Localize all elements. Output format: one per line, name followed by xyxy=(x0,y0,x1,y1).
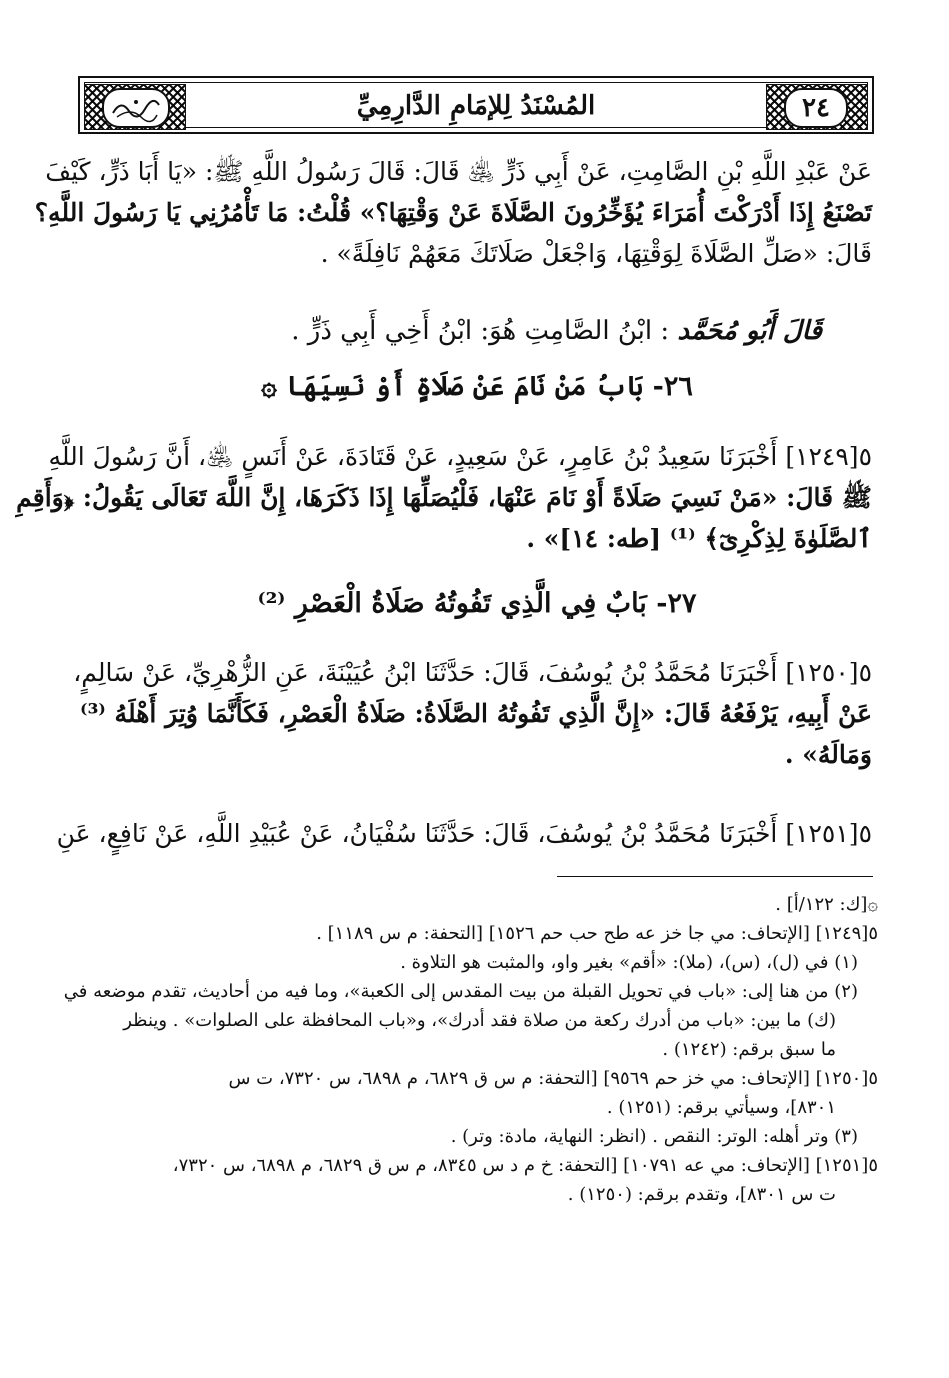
footnote-line: ت س ٨٣٠١]، وتقدم برقم: (١٢٥٠) . xyxy=(567,1184,836,1205)
footnote-line: ما سبق برقم: (١٢٤٢) . xyxy=(662,1039,836,1060)
footnotes xyxy=(63,890,878,1209)
calligraphy-seal-icon xyxy=(107,93,165,123)
text-line: تَصْنَعُ إِذَا أَدْرَكْتَ أُمَرَاءَ يُؤَخِّرُونَ الصَّلَاةَ عَنْ وَقْتِهَا؟» قُلْتُ: مَا تَأْمُرُنِي يَا رَسُولَ اللَّهِ؟ xyxy=(34,198,872,227)
footnote-line: ٨٣٠١]، وسيأتي برقم: (١٢٥١) . xyxy=(606,1097,836,1118)
hadith-1251 xyxy=(56,813,872,854)
author-note-text: : ابْنُ الصَّامِتِ هُوَ: ابْنُ أَخِي أَبِي ذَرٍّ . xyxy=(291,316,670,346)
footnote-line: ٥[١٢٤٩] [الإتحاف: مي جا خز عه طح حب حم ١٥٢٦] [التحفة: م س ١١٨٩] . xyxy=(316,923,878,944)
text-line: ٱلصَّلَوٰةَ لِذِكْرِىٓ﴾ ⁽¹⁾ [طه: ١٤]» . xyxy=(526,524,872,553)
text-line: وَمَالَهُ» . xyxy=(784,740,872,769)
text-line: ٥[١٢٤٩] أَخْبَرَنَا سَعِيدُ بْنُ عَامِرٍ، عَنْ سَعِيدٍ، عَنْ قَتَادَةَ، عَنْ أَنَسٍ ﵁، أَنَّ رَسُولَ اللَّهِ xyxy=(48,442,872,471)
running-title: المُسْنَدُ لِلإمَامِ الدَّارِمِيِّ xyxy=(356,91,596,121)
text-line: ٥[١٢٥٠] أَخْبَرَنَا مُحَمَّدُ بْنُ يُوسُفَ، قَالَ: حَدَّثَنَا ابْنُ عُيَيْنَةَ، عَنِ الزُّهْرِيِّ، عَنْ سَالِمٍ، xyxy=(73,658,872,687)
footnote-divider xyxy=(557,876,873,877)
footnote-line: (٢) من هنا إلى: «باب في تحويل القبلة من بيت المقدس إلى الكعبة»، وما فيه من أحاديث، تقدم موضعه في xyxy=(63,981,858,1002)
text-line: عَنْ أَبِيهِ، يَرْفَعُهُ قَالَ: «إِنَّ الَّذِي تَفُوتُهُ الصَّلَاةُ: صَلَاةُ الْعَصْرِ، فَكَأَنَّمَا وُتِرَ أَهْلَهُ ⁽³⁾ xyxy=(80,699,872,728)
footnote-line: (٣) وتر أهله: الوتر: النقص . (انظر: النهاية، مادة: وتر) . xyxy=(450,1126,858,1147)
text-line: قَالَ: «صَلِّ الصَّلَاةَ لِوَقْتِهَا، وَاجْعَلْ صَلَاتَكَ مَعَهُمْ نَافِلَةً» . xyxy=(320,239,872,268)
author-note-lead: قَالَ أَبُو مُحَمَّد xyxy=(677,316,822,346)
hadith-1249 xyxy=(16,436,872,559)
chapter-heading-26: ٢٦- بَابُ مَنْ نَامَ عَنْ صَلَاةٍ أَوْ نَسِيَهَا ۞ xyxy=(261,371,693,402)
page-header xyxy=(78,76,874,134)
text-line: عَنْ عَبْدِ اللَّهِ بْنِ الصَّامِتِ، عَنْ أَبِي ذَرٍّ ﵁ قَالَ: قَالَ رَسُولُ اللَّهِ ﷺ: «يَا أَبَا ذَرٍّ، كَيْفَ xyxy=(45,157,872,186)
author-note xyxy=(82,311,822,352)
footnote-line: ۞[ك: ١٢٢/أ] . xyxy=(775,894,878,915)
text-line: ٥[١٢٥١] أَخْبَرَنَا مُحَمَّدُ بْنُ يُوسُفَ، قَالَ: حَدَّثَنَا سُفْيَانُ، عَنْ عُبَيْدِ اللَّهِ، عَنْ نَافِعٍ، عَنِ xyxy=(56,819,872,848)
book-seal-logo xyxy=(102,88,170,128)
page-number: ٢٤ xyxy=(784,88,848,128)
footnote-line: (١) في (ل)، (س)، (ملا): «أقم» بغير واو، والمثبت هو التلاوة . xyxy=(400,952,858,973)
text-line: ﷺ قَالَ: «مَنْ نَسِيَ صَلَاةً أَوْ نَامَ عَنْهَا، فَلْيُصَلِّهَا إِذَا ذَكَرَهَا، إِنَّ اللَّهَ تَعَالَى يَقُولُ: ﴿وَأَقِمِ xyxy=(16,483,872,512)
hadith-continuation xyxy=(34,151,872,274)
footnote-line: (ك) ما بين: «باب من أدرك ركعة من صلاة فقد أدرك»، و«باب المحافظة على الصلوات» . وينظر xyxy=(123,1010,836,1031)
footnote-line: ٥[١٢٥٠] [الإتحاف: مي خز حم ٩٥٦٩] [التحفة: م س ق ٦٨٢٩، م ٦٨٩٨، س ٧٣٢٠، ت س xyxy=(228,1068,878,1089)
footnote-line: ٥[١٢٥١] [الإتحاف: مي عه ١٠٧٩١] [التحفة: خ م د س ٨٣٤٥، م س ق ٦٨٢٩، م ٦٨٩٨، س ٧٣٢٠، xyxy=(172,1155,878,1176)
hadith-1250 xyxy=(73,652,872,775)
chapter-heading-27: ٢٧- بَابٌ فِي الَّذِي تَفُوتُهُ صَلَاةُ الْعَصْرِ ⁽²⁾ xyxy=(257,588,697,619)
